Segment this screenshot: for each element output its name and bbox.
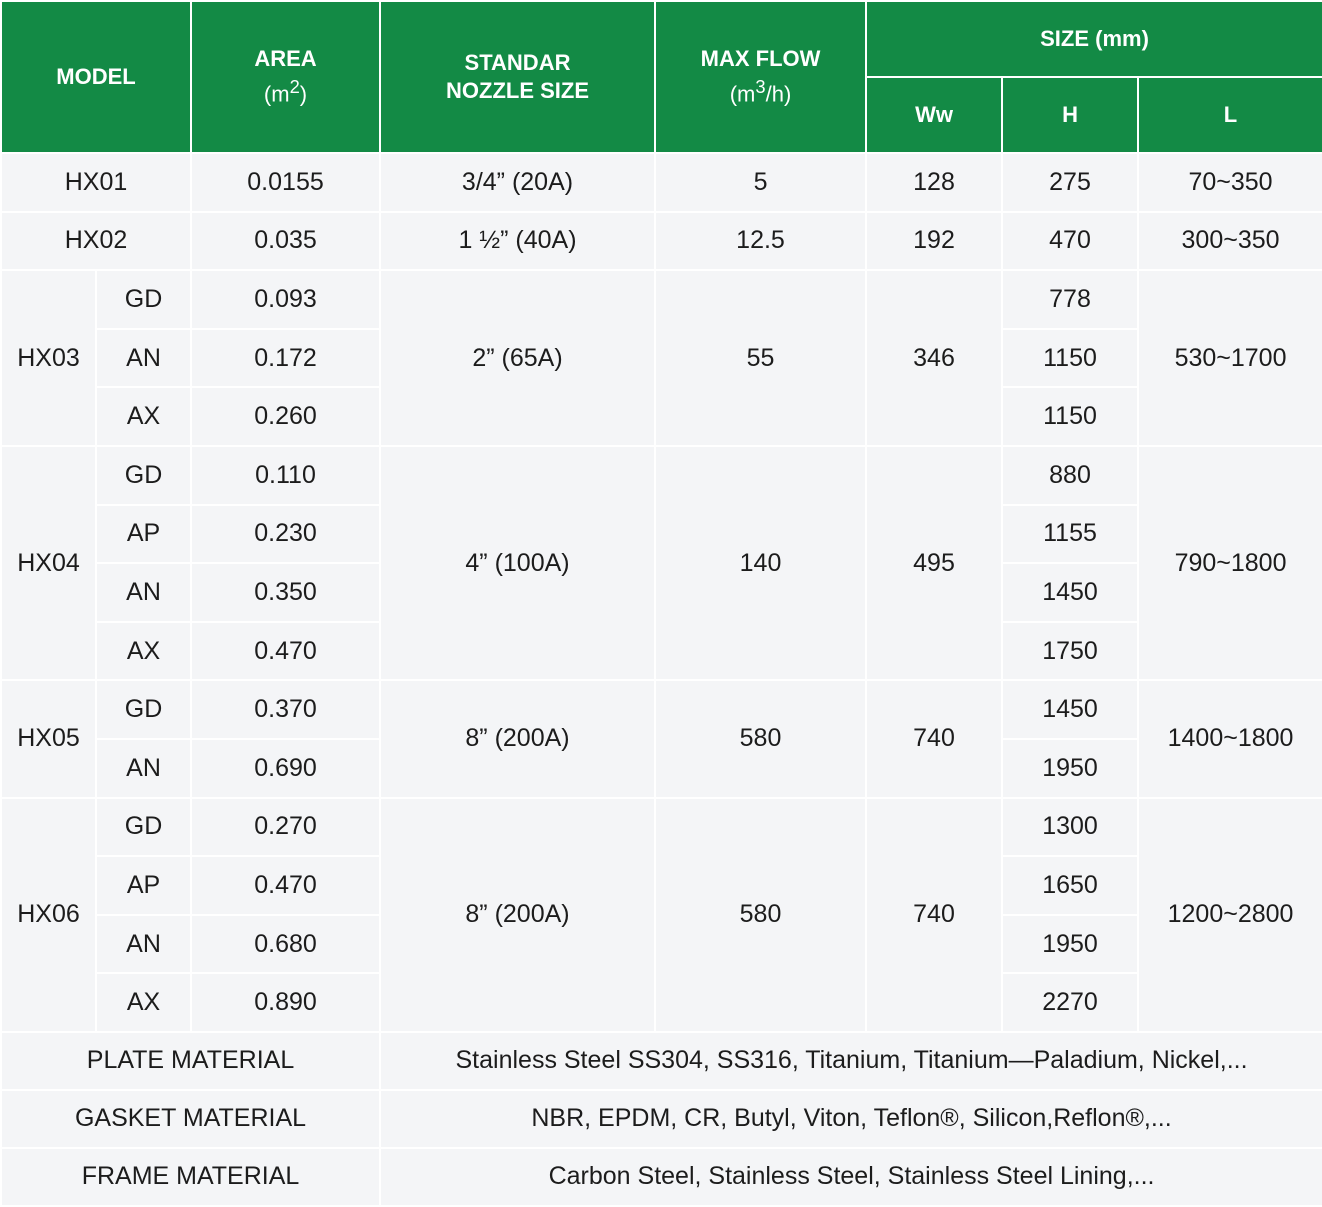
header-area-unit: $(m^2)$ xyxy=(263,76,308,107)
h-cell: 2270 xyxy=(1002,973,1138,1032)
h-cell: 880 xyxy=(1002,446,1138,505)
variant-cell: AX xyxy=(96,622,191,681)
area-cell: 0.035 xyxy=(191,212,380,271)
nozzle-cell: 2” (65A) xyxy=(380,270,655,446)
nozzle-cell: 8” (200A) xyxy=(380,798,655,1032)
l-cell: 300~350 xyxy=(1138,212,1322,271)
header-nozzle-line1: STANDAR xyxy=(464,50,571,75)
l-cell: 1400~1800 xyxy=(1138,680,1322,797)
ww-cell: 128 xyxy=(866,153,1002,212)
variant-cell: AN xyxy=(96,329,191,388)
header-l: L xyxy=(1138,77,1322,153)
table-row xyxy=(1,212,1322,271)
flow-cell: 580 xyxy=(655,680,866,797)
variant-cell: AX xyxy=(96,387,191,446)
l-cell: 1200~2800 xyxy=(1138,798,1322,1032)
h-cell: 1300 xyxy=(1002,798,1138,857)
variant-cell: AN xyxy=(96,563,191,622)
plate-material-row xyxy=(1,1032,1322,1090)
table-row xyxy=(1,446,1322,505)
area-cell: 0.0155 xyxy=(191,153,380,212)
header-flow-unit: $(m^3/h)$ xyxy=(729,76,792,107)
area-cell: 0.230 xyxy=(191,505,380,564)
ww-cell: 740 xyxy=(866,680,1002,797)
h-cell: 1950 xyxy=(1002,915,1138,974)
flow-cell: 55 xyxy=(655,270,866,446)
header-h: H xyxy=(1002,77,1138,153)
header-area xyxy=(191,1,380,153)
header-model: MODEL xyxy=(1,1,191,153)
area-cell: 0.260 xyxy=(191,387,380,446)
area-cell: 0.172 xyxy=(191,329,380,388)
header-size: SIZE (mm) xyxy=(866,1,1322,77)
area-cell: 0.093 xyxy=(191,270,380,329)
header-area-label: AREA xyxy=(254,46,317,72)
area-cell: 0.690 xyxy=(191,739,380,798)
plate-material-value: Stainless Steel SS304, SS316, Titanium, Titanium—Paladium, Nickel,... xyxy=(380,1032,1322,1090)
variant-cell: AX xyxy=(96,973,191,1032)
frame-material-row xyxy=(1,1148,1322,1206)
table-row xyxy=(1,270,1322,329)
h-cell: 1750 xyxy=(1002,622,1138,681)
variant-cell: AN xyxy=(96,915,191,974)
gasket-material-value: NBR, EPDM, CR, Butyl, Viton, Teflon®, Silicon,Reflon®,... xyxy=(380,1090,1322,1148)
header-flow-label: MAX FLOW xyxy=(700,46,821,72)
variant-cell: AP xyxy=(96,505,191,564)
model-cell: HX06 xyxy=(1,798,96,1032)
frame-material-label: FRAME MATERIAL xyxy=(1,1148,380,1206)
flow-cell: 580 xyxy=(655,798,866,1032)
header-ww: Ww xyxy=(866,77,1002,153)
header-row-1 xyxy=(1,1,1322,77)
table-row xyxy=(1,680,1322,739)
flow-cell: 140 xyxy=(655,446,866,680)
h-cell: 1450 xyxy=(1002,680,1138,739)
variant-cell: GD xyxy=(96,798,191,857)
flow-cell: 12.5 xyxy=(655,212,866,271)
nozzle-cell: 4” (100A) xyxy=(380,446,655,680)
l-cell: 530~1700 xyxy=(1138,270,1322,446)
area-cell: 0.270 xyxy=(191,798,380,857)
flow-cell: 5 xyxy=(655,153,866,212)
nozzle-cell: 3/4” (20A) xyxy=(380,153,655,212)
area-cell: 0.890 xyxy=(191,973,380,1032)
l-cell: 70~350 xyxy=(1138,153,1322,212)
nozzle-cell: 8” (200A) xyxy=(380,680,655,797)
model-cell: HX04 xyxy=(1,446,96,680)
h-cell: 778 xyxy=(1002,270,1138,329)
area-cell: 0.350 xyxy=(191,563,380,622)
h-cell: 1950 xyxy=(1002,739,1138,798)
frame-material-value: Carbon Steel, Stainless Steel, Stainless Steel Lining,... xyxy=(380,1148,1322,1206)
h-cell: 1155 xyxy=(1002,505,1138,564)
h-cell: 470 xyxy=(1002,212,1138,271)
h-cell: 1650 xyxy=(1002,856,1138,915)
h-cell: 1450 xyxy=(1002,563,1138,622)
variant-cell: AN xyxy=(96,739,191,798)
variant-cell: GD xyxy=(96,270,191,329)
area-cell: 0.470 xyxy=(191,622,380,681)
ww-cell: 346 xyxy=(866,270,1002,446)
variant-cell: AP xyxy=(96,856,191,915)
plate-material-label: PLATE MATERIAL xyxy=(1,1032,380,1090)
area-cell: 0.470 xyxy=(191,856,380,915)
gasket-material-label: GASKET MATERIAL xyxy=(1,1090,380,1148)
area-cell: 0.110 xyxy=(191,446,380,505)
area-cell: 0.680 xyxy=(191,915,380,974)
header-nozzle xyxy=(380,1,655,153)
variant-cell: GD xyxy=(96,680,191,739)
model-cell: HX02 xyxy=(1,212,191,271)
table-row xyxy=(1,798,1322,857)
gasket-material-row xyxy=(1,1090,1322,1148)
ww-cell: 192 xyxy=(866,212,1002,271)
model-cell: HX03 xyxy=(1,270,96,446)
ww-cell: 740 xyxy=(866,798,1002,1032)
model-cell: HX01 xyxy=(1,153,191,212)
h-cell: 1150 xyxy=(1002,329,1138,388)
header-flow xyxy=(655,1,866,153)
variant-cell: GD xyxy=(96,446,191,505)
area-cell: 0.370 xyxy=(191,680,380,739)
l-cell: 790~1800 xyxy=(1138,446,1322,680)
ww-cell: 495 xyxy=(866,446,1002,680)
header-nozzle-line2: NOZZLE SIZE xyxy=(446,78,590,103)
table-row xyxy=(1,153,1322,212)
nozzle-cell: 1 ½” (40A) xyxy=(380,212,655,271)
model-cell: HX05 xyxy=(1,680,96,797)
h-cell: 1150 xyxy=(1002,387,1138,446)
h-cell: 275 xyxy=(1002,153,1138,212)
